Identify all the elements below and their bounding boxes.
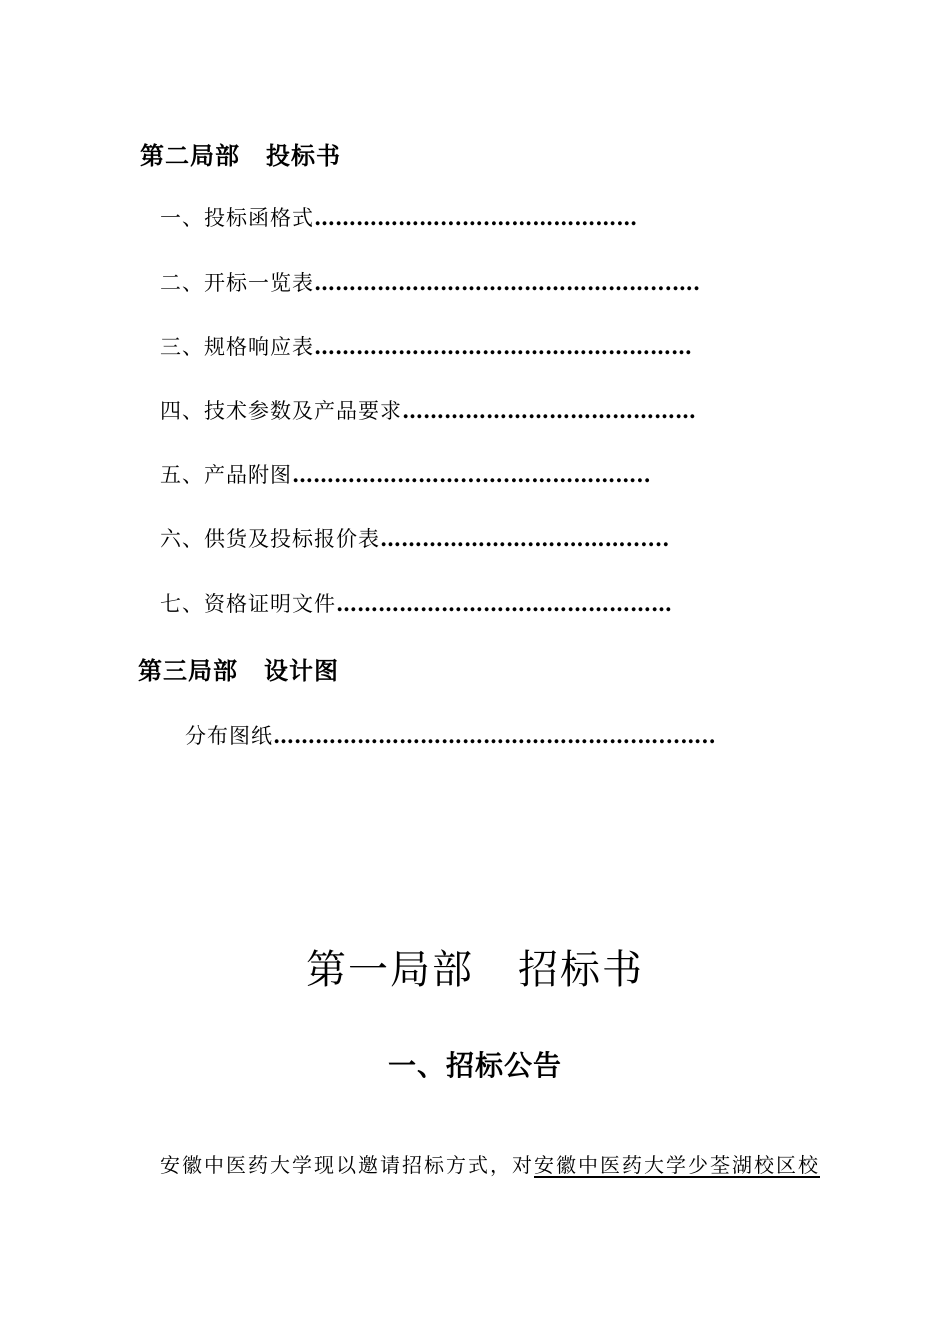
toc-part3-label: 第三局部 xyxy=(138,657,238,685)
intro-underlined-text: 安徽中医药大学少荃湖校区校 xyxy=(534,1153,820,1177)
toc-entry[interactable] xyxy=(185,720,716,750)
toc-entry[interactable] xyxy=(160,459,651,489)
toc-entry-label: 五、产品附图 xyxy=(160,463,292,487)
toc-entry[interactable] xyxy=(160,331,692,361)
toc-leader-dots: ………………….….………...... xyxy=(380,526,670,551)
toc-entry-label: 二、开标一览表 xyxy=(160,271,314,295)
toc-entry-label: 四、技术参数及产品要求 xyxy=(160,399,402,423)
intro-paragraph xyxy=(160,1149,820,1178)
toc-entry[interactable] xyxy=(160,523,670,553)
toc-leader-dots: …………………………………… xyxy=(402,398,696,423)
toc-leader-dots: …………………………………………….…...….. xyxy=(273,723,716,748)
toc-entry-label: 一、投标函格式 xyxy=(160,206,314,230)
intro-text: 安徽中医药大学现以邀请招标方式，对 xyxy=(160,1153,534,1177)
toc-leader-dots: ………………...….………………… xyxy=(314,205,638,230)
toc-entry[interactable] xyxy=(160,202,637,232)
toc-part2-heading xyxy=(140,136,341,171)
part1-title-text: 招标书 xyxy=(518,947,644,993)
toc-leader-dots: ……………………………………………… xyxy=(314,334,692,359)
toc-part2-title: 投标书 xyxy=(266,142,341,170)
part1-title xyxy=(0,938,950,995)
toc-entry-label: 分布图纸 xyxy=(185,724,273,748)
toc-entry[interactable] xyxy=(160,588,672,618)
toc-leader-dots: ……………………...….……………….. xyxy=(292,462,651,487)
toc-leader-dots: ………………………………………… xyxy=(336,591,672,616)
section1-title: 一、招标公告 xyxy=(387,1049,562,1082)
toc-entry-label: 三、规格响应表 xyxy=(160,335,314,359)
toc-entry-label: 七、资格证明文件 xyxy=(160,592,336,616)
toc-part2-label: 第二局部 xyxy=(140,142,240,170)
toc-leader-dots: …………………………………………...…. xyxy=(314,270,701,295)
toc-entry-label: 六、供货及投标报价表 xyxy=(160,527,380,551)
toc-part3-heading xyxy=(138,651,339,686)
toc-entry[interactable] xyxy=(160,267,700,297)
part1-label: 第一局部 xyxy=(306,947,474,993)
toc-part3-title: 设计图 xyxy=(264,657,339,685)
toc-entry[interactable] xyxy=(160,395,696,425)
